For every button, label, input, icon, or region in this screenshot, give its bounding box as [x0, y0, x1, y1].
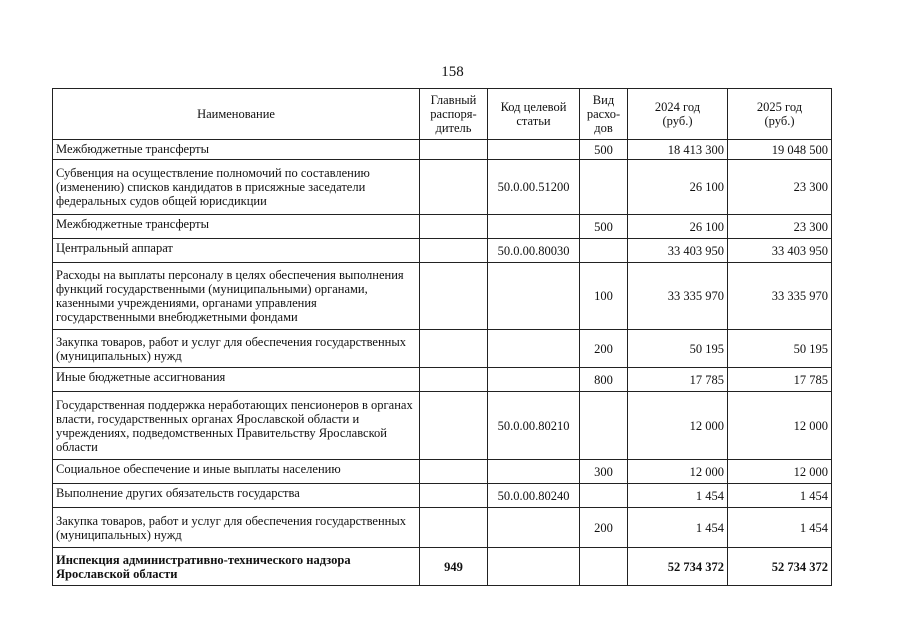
header-code: Код целевой статьи: [488, 89, 580, 140]
row-2024: 1 454: [628, 508, 728, 548]
row-2024: 33 335 970: [628, 263, 728, 330]
row-vid: 100: [580, 263, 628, 330]
row-name: Выполнение других обязательств государства: [53, 484, 420, 508]
row-vid: 800: [580, 368, 628, 392]
row-2025: 50 195: [728, 330, 832, 368]
row-2024: 12 000: [628, 392, 728, 460]
row-code: 50.0.00.80240: [488, 484, 580, 508]
row-name: Расходы на выплаты персоналу в целях обеспечения выполнения функций государственными (муниципальными) органами, казенными учреждениями, органами управления государственными внебюджетными фондами: [53, 263, 420, 330]
header-2024: 2024 год (руб.): [628, 89, 728, 140]
row-2025: 52 734 372: [728, 548, 832, 586]
row-vid: [580, 484, 628, 508]
row-code: [488, 330, 580, 368]
row-name: Инспекция административно-технического надзора Ярославской области: [53, 548, 420, 586]
table-row: [53, 392, 832, 460]
row-head: [420, 215, 488, 239]
row-vid: 200: [580, 330, 628, 368]
row-head: [420, 392, 488, 460]
table-row: [53, 460, 832, 484]
table-row-total: [53, 548, 832, 586]
row-name: Социальное обеспечение и иные выплаты населению: [53, 460, 420, 484]
row-code: 50.0.00.51200: [488, 160, 580, 215]
row-2024: 26 100: [628, 215, 728, 239]
row-head: [420, 263, 488, 330]
row-name: Межбюджетные трансферты: [53, 215, 420, 239]
budget-table: [52, 88, 832, 586]
table-row: [53, 140, 832, 160]
table-row: [53, 160, 832, 215]
row-head: [420, 140, 488, 160]
row-code: 50.0.00.80030: [488, 239, 580, 263]
row-2025: 1 454: [728, 484, 832, 508]
table-row: [53, 239, 832, 263]
page-number: 158: [441, 64, 464, 80]
row-name: Центральный аппарат: [53, 239, 420, 263]
row-name: Межбюджетные трансферты: [53, 140, 420, 160]
header-name: Наименование: [53, 89, 420, 140]
table-row: [53, 368, 832, 392]
table-header-row: [53, 89, 832, 140]
table-row: [53, 263, 832, 330]
row-2024: 17 785: [628, 368, 728, 392]
row-code: [488, 460, 580, 484]
row-name: Субвенция на осуществление полномочий по составлению (изменению) списков кандидатов в присяжные заседатели федеральных судов общей юрисдикции: [53, 160, 420, 215]
row-2025: 19 048 500: [728, 140, 832, 160]
row-2024: 1 454: [628, 484, 728, 508]
row-name: Иные бюджетные ассигнования: [53, 368, 420, 392]
row-2025: 33 335 970: [728, 263, 832, 330]
row-code: [488, 508, 580, 548]
table-row: [53, 215, 832, 239]
row-head: [420, 330, 488, 368]
row-2024: 26 100: [628, 160, 728, 215]
row-code: [488, 263, 580, 330]
row-code: [488, 140, 580, 160]
row-head: 949: [420, 548, 488, 586]
row-vid: [580, 239, 628, 263]
table-row: [53, 484, 832, 508]
row-2025: 12 000: [728, 460, 832, 484]
header-vid: Вид расхо- дов: [580, 89, 628, 140]
row-2024: 50 195: [628, 330, 728, 368]
row-name: Закупка товаров, работ и услуг для обеспечения государственных (муниципальных) нужд: [53, 330, 420, 368]
row-2025: 1 454: [728, 508, 832, 548]
header-head: Главный распоря- дитель: [420, 89, 488, 140]
row-head: [420, 239, 488, 263]
row-2025: 23 300: [728, 215, 832, 239]
row-vid: 500: [580, 140, 628, 160]
row-vid: 300: [580, 460, 628, 484]
row-vid: [580, 392, 628, 460]
row-vid: [580, 548, 628, 586]
row-2024: 18 413 300: [628, 140, 728, 160]
row-code: [488, 368, 580, 392]
row-2025: 12 000: [728, 392, 832, 460]
row-code: 50.0.00.80210: [488, 392, 580, 460]
row-code: [488, 215, 580, 239]
row-head: [420, 484, 488, 508]
row-2024: 52 734 372: [628, 548, 728, 586]
table-row: [53, 330, 832, 368]
row-head: [420, 368, 488, 392]
table-row: [53, 508, 832, 548]
row-vid: [580, 160, 628, 215]
row-2024: 12 000: [628, 460, 728, 484]
row-head: [420, 160, 488, 215]
row-name: Государственная поддержка неработающих пенсионеров в органах власти, государственных органах Ярославской области и учреждениях, подведомственных Правительству Ярославской области: [53, 392, 420, 460]
row-code: [488, 548, 580, 586]
row-2024: 33 403 950: [628, 239, 728, 263]
row-2025: 33 403 950: [728, 239, 832, 263]
row-2025: 17 785: [728, 368, 832, 392]
row-name: Закупка товаров, работ и услуг для обеспечения государственных (муниципальных) нужд: [53, 508, 420, 548]
header-2025: 2025 год (руб.): [728, 89, 832, 140]
row-vid: 500: [580, 215, 628, 239]
row-head: [420, 508, 488, 548]
row-head: [420, 460, 488, 484]
row-2025: 23 300: [728, 160, 832, 215]
row-vid: 200: [580, 508, 628, 548]
